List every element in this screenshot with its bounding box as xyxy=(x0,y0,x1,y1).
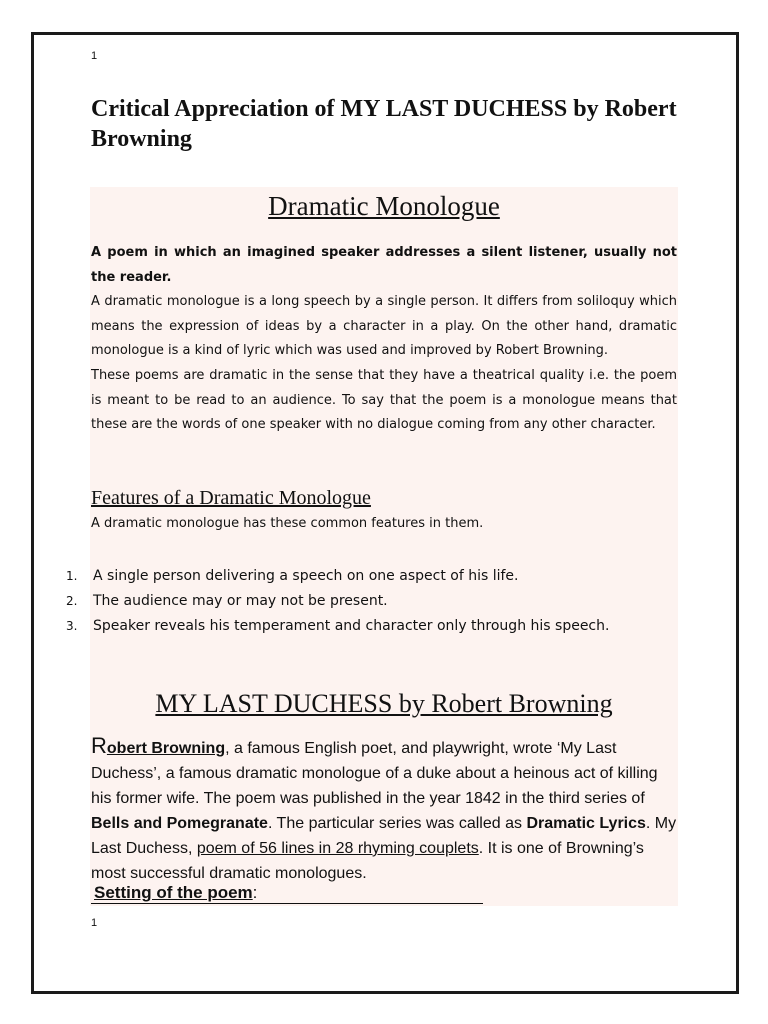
list-item xyxy=(66,616,609,641)
setting-colon: : xyxy=(252,883,258,902)
drop-cap-letter: R xyxy=(91,733,107,758)
definition-text: A poem in which an imagined speaker addresses a silent listener, usually not the reader. xyxy=(91,245,677,285)
collection-name: Dramatic Lyrics xyxy=(526,815,646,832)
list-item-text: Speaker reveals his temperament and character only through his speech. xyxy=(93,618,610,634)
author-name: obert Browning xyxy=(106,740,226,757)
setting-label: Setting of the poem xyxy=(94,883,253,902)
my-last-duchess-paragraph xyxy=(91,733,677,886)
list-item-number: 2. xyxy=(66,594,78,608)
paragraph-text: . It is one of Browning’s most successful dramatic monologues. xyxy=(91,840,644,882)
features-intro: A dramatic monologue has these common features in them. xyxy=(91,516,484,531)
document-title: Critical Appreciation of MY LAST DUCHESS by Robert Browning xyxy=(91,96,677,152)
paragraph-text: . The particular series was called as xyxy=(267,815,527,832)
list-item-text: A single person delivering a speech on one aspect of his life. xyxy=(93,568,519,584)
page-number-bottom: 1 xyxy=(91,917,98,929)
section-heading-my-last-duchess: MY LAST DUCHESS by Robert Browning xyxy=(155,689,613,718)
features-list xyxy=(66,566,609,641)
setting-heading xyxy=(91,883,483,904)
features-heading: Features of a Dramatic Monologue xyxy=(91,487,371,509)
poem-structure-text: poem of 56 lines in 28 rhyming couplets xyxy=(196,840,479,857)
list-item-number: 1. xyxy=(66,569,78,583)
body-paragraph-2: These poems are dramatic in the sense that they have a theatrical quality i.e. the poem is meant to be read to an audience. To say that the poem is a monologue means that these are the words of one speaker with no dialogue coming from any other character. xyxy=(91,367,677,433)
section-heading-dramatic-monologue: Dramatic Monologue xyxy=(268,191,500,221)
paragraph-text: . My Last Duchess, xyxy=(91,815,677,857)
list-item-text: The audience may or may not be present. xyxy=(93,593,388,609)
page-number-top: 1 xyxy=(91,50,98,62)
list-item xyxy=(66,566,609,591)
list-item xyxy=(66,591,609,616)
series-name: Bells and Pomegranate xyxy=(91,815,268,832)
body-paragraph-1: A dramatic monologue is a long speech by a single person. It differs from soliloquy which means the expression of ideas by a character in a play. On the other hand, dramatic monologue is a kind of lyric which was used and improved by Robert Browning. xyxy=(91,294,677,359)
list-item-number: 3. xyxy=(66,619,78,633)
dramatic-monologue-body xyxy=(91,241,677,438)
paragraph-text: , a famous English poet, and playwright, wrote ‘My Last Duchess’, a famous dramatic monologue of a duke about a heinous act of killing his former wife. The poem was published in the year 1842 in the third series of xyxy=(91,740,658,807)
